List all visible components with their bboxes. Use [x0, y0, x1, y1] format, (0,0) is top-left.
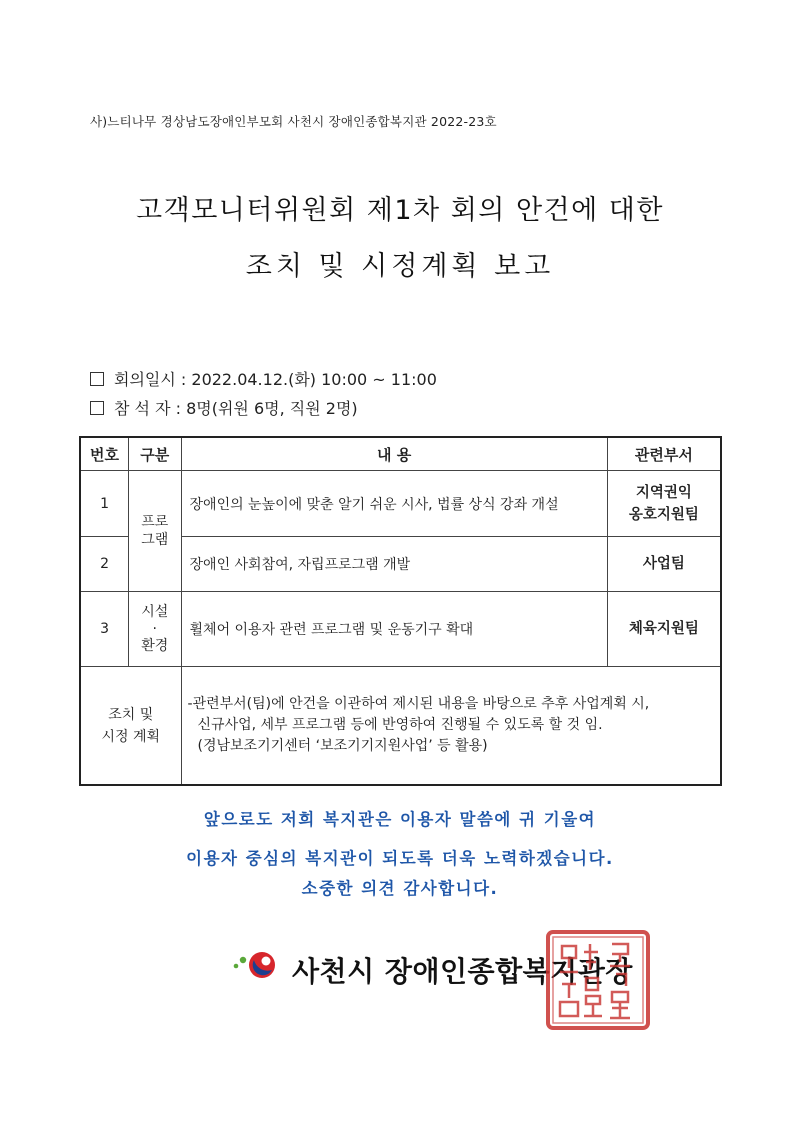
page-subtitle: 조치 및 시정계획 보고	[245, 251, 555, 282]
document-number: 사)느티나무 경상남도장애인부모회 사천시 장애인종합복지관 2022-23호	[90, 114, 497, 129]
meeting-date-line	[90, 367, 437, 390]
closing-line-2: 이용자 중심의 복지관이 되도록 더욱 노력하겠습니다.	[186, 849, 614, 868]
action-plan-text	[181, 667, 721, 786]
welfare-center-logo-icon	[232, 948, 284, 984]
action-line: -관련부서(팀)에 안건을 이관하여 제시된 내용을 바탕으로 추후 사업계획 시,	[187, 696, 650, 712]
signature-line: 사천시 장애인종합복지관장	[292, 955, 633, 988]
row-number: 1	[80, 471, 129, 537]
checkbox-square-icon	[90, 401, 104, 415]
action-line: 신규사업, 세부 프로그램 등에 반영하여 진행될 수 있도록 할 것 임.	[197, 717, 603, 733]
row-dept: 지역권익 옹호지원팀	[607, 471, 721, 537]
action-plan-table	[79, 436, 722, 786]
page-title: 고객모니터위원회 제1차 회의 안건에 대한	[136, 195, 664, 226]
header-content: 내 용	[181, 437, 607, 471]
row-dept: 체육지원팀	[607, 592, 721, 667]
row-dept: 사업팀	[607, 537, 721, 592]
row-content: 장애인 사회참여, 자립프로그램 개발	[181, 537, 607, 592]
table-header-row	[80, 437, 721, 471]
closing-line-3: 소중한 의견 감사합니다.	[301, 879, 499, 898]
row-content: 장애인의 눈높이에 맞춘 알기 쉬운 시사, 법률 상식 강좌 개설	[181, 471, 607, 537]
action-plan-row	[80, 667, 721, 786]
header-dept: 관련부서	[607, 437, 721, 471]
header-category: 구분	[129, 437, 181, 471]
checkbox-square-icon	[90, 372, 104, 386]
table-row	[80, 471, 721, 537]
meeting-date-text: 회의일시 : 2022.04.12.(화) 10:00 ~ 11:00	[114, 370, 437, 389]
action-line: (경남보조기기센터 ‘보조기기지원사업’ 등 활용)	[197, 738, 488, 754]
attendees-text: 참 석 자 : 8명(위원 6명, 직원 2명)	[114, 399, 358, 418]
official-seal-stamp-icon	[542, 928, 654, 1032]
closing-line-1: 앞으로도 저희 복지관은 이용자 말씀에 귀 기울여	[203, 810, 597, 829]
header-no: 번호	[80, 437, 129, 471]
category-facility: 시설 · 환경	[129, 592, 181, 667]
action-plan-label: 조치 및 시정 계획	[80, 667, 181, 786]
table-row	[80, 592, 721, 667]
row-number: 2	[80, 537, 129, 592]
category-program: 프로 그램	[129, 471, 181, 592]
attendees-line	[90, 396, 358, 419]
row-content: 휠체어 이용자 관련 프로그램 및 운동기구 확대	[181, 592, 607, 667]
row-number: 3	[80, 592, 129, 667]
